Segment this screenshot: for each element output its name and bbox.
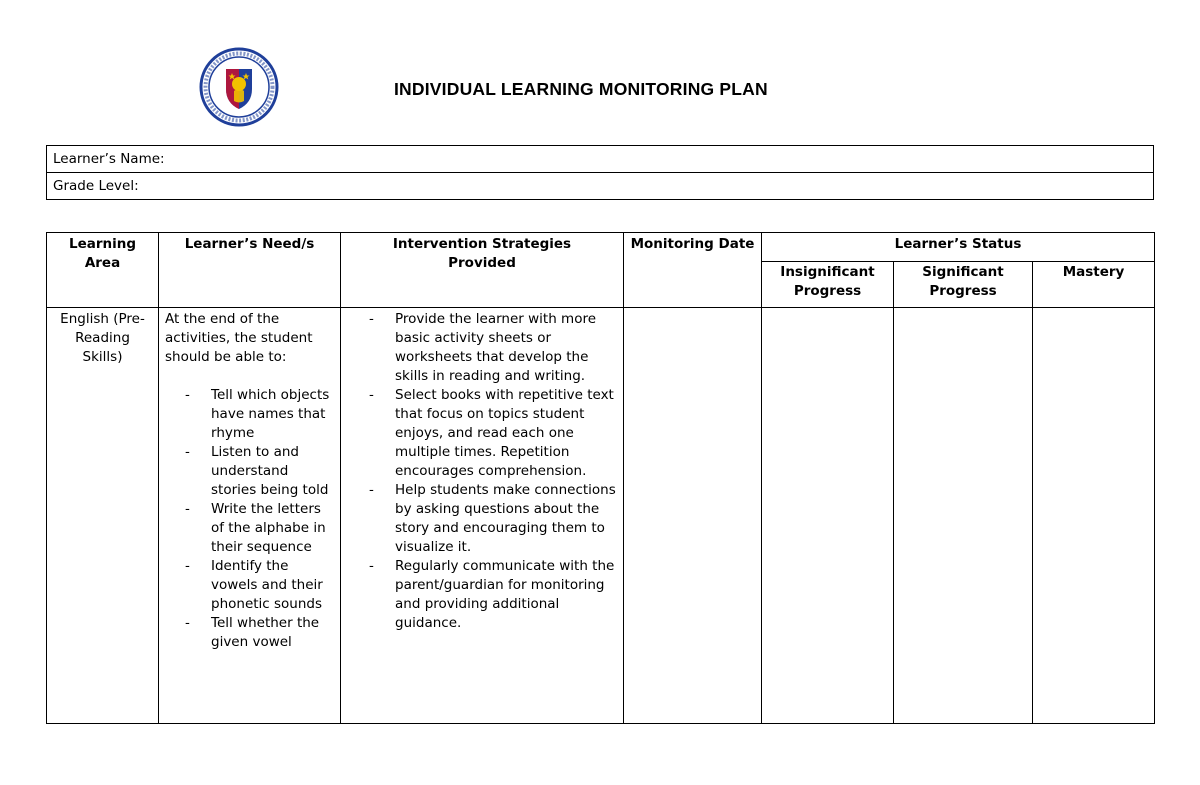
list-item: - Regularly communicate with the parent/guardian for monitoring and providing additional guidance. bbox=[369, 557, 617, 633]
col-intervention-strategies: Intervention Strategies Provided bbox=[341, 233, 624, 308]
strategies-cell bbox=[341, 308, 624, 724]
list-item: - Select books with repetitive text that focus on topics student enjoys, and read each one multiple times. Repetition encourages comprehension. bbox=[369, 386, 617, 481]
list-item: - Help students make connections by asking questions about the story and encouraging them to visualize it. bbox=[369, 481, 617, 557]
learner-info-table bbox=[46, 145, 1154, 200]
col-learner-status: Learner’s Status bbox=[762, 233, 1155, 262]
strategies-list bbox=[369, 310, 617, 633]
col-mastery: Mastery bbox=[1033, 262, 1155, 308]
monitoring-date-cell[interactable] bbox=[624, 308, 762, 724]
col-monitoring-date: Monitoring Date bbox=[624, 233, 762, 308]
col-learner-needs: Learner’s Need/s bbox=[159, 233, 341, 308]
learner-name-label[interactable]: Learner’s Name: bbox=[47, 146, 1154, 173]
list-item: - Tell whether the given vowel bbox=[165, 614, 336, 652]
needs-intro: At the end of the activities, the student should be able to: bbox=[165, 311, 313, 365]
monitoring-plan-table bbox=[46, 232, 1155, 724]
list-item: - Write the letters of the alphabe in their sequence bbox=[165, 500, 336, 557]
deped-seal-logo bbox=[196, 47, 282, 127]
col-significant-progress: Significant Progress bbox=[894, 262, 1033, 308]
significant-progress-cell[interactable] bbox=[894, 308, 1033, 724]
learning-area-cell: English (Pre-Reading Skills) bbox=[47, 308, 159, 724]
col-learning-area: Learning Area bbox=[47, 233, 159, 308]
list-item: - Identify the vowels and their phonetic sounds bbox=[165, 557, 336, 614]
list-item: - Tell which objects have names that rhyme bbox=[165, 386, 336, 443]
header-row bbox=[47, 233, 1155, 262]
grade-level-row bbox=[47, 173, 1154, 200]
needs-list bbox=[165, 386, 336, 652]
table-row bbox=[47, 308, 1155, 724]
document-title: INDIVIDUAL LEARNING MONITORING PLAN bbox=[394, 79, 768, 99]
list-item: - Listen to and understand stories being told bbox=[165, 443, 336, 500]
learner-name-row bbox=[47, 146, 1154, 173]
list-item: - Provide the learner with more basic activity sheets or worksheets that develop the skills in reading and writing. bbox=[369, 310, 617, 386]
learner-needs-cell bbox=[159, 308, 341, 724]
col-insignificant-progress: Insignificant Progress bbox=[762, 262, 894, 308]
mastery-cell[interactable] bbox=[1033, 308, 1155, 724]
grade-level-label[interactable]: Grade Level: bbox=[47, 173, 1154, 200]
insignificant-progress-cell[interactable] bbox=[762, 308, 894, 724]
